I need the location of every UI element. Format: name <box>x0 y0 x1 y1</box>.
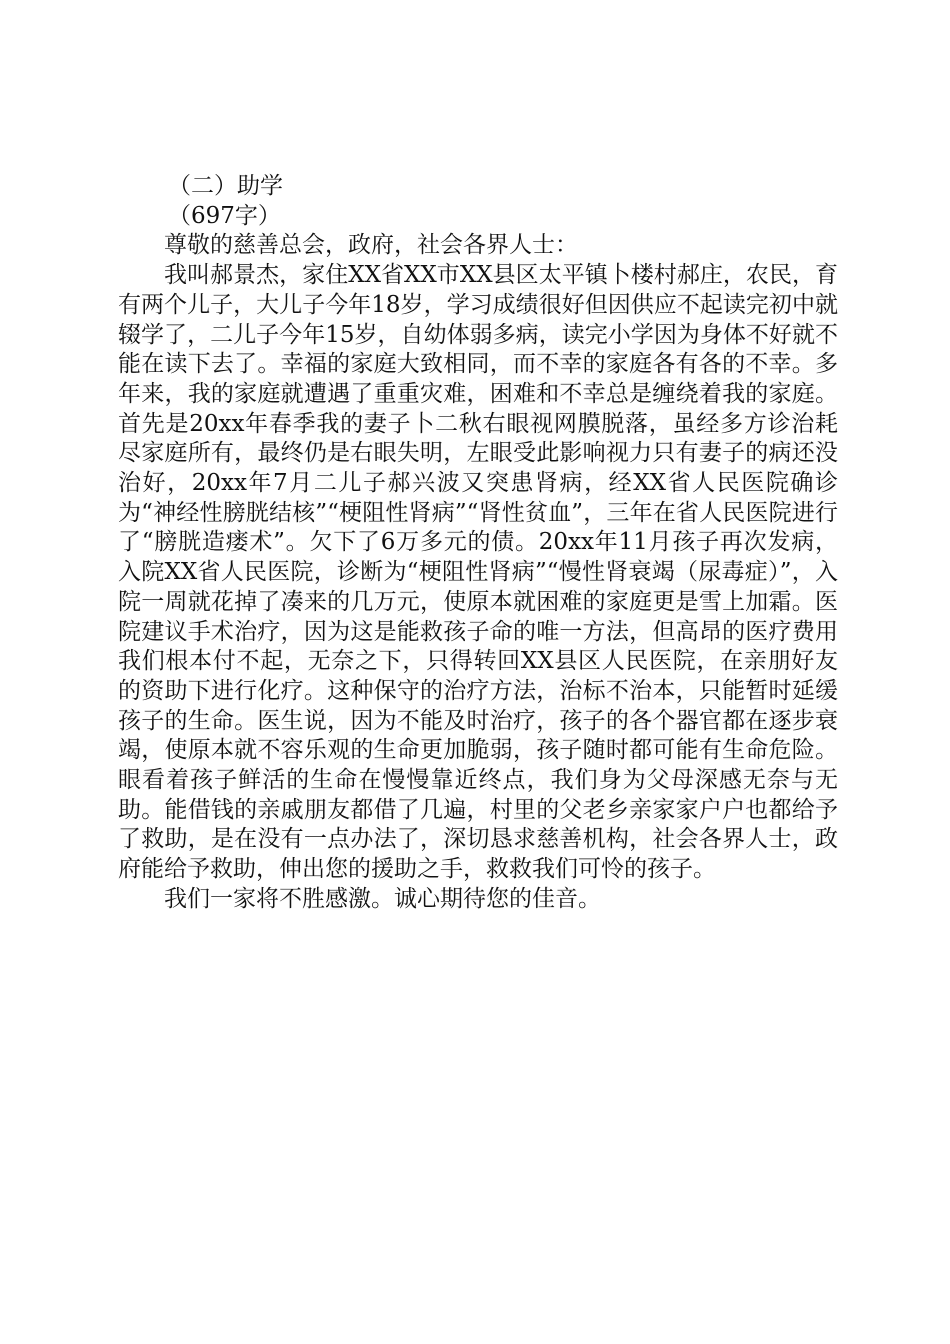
word-count: （697字） <box>168 202 281 229</box>
section-heading: （二）助学 <box>168 173 283 199</box>
closing-paragraph: 我们一家将不胜感激。诚心期待您的佳音。 <box>164 885 601 912</box>
body-paragraph: 我叫郝景杰，家住XX省XX市XX县区太平镇卜楼村郝庄，农民，育有两个儿子，大儿子今年18岁，学习成绩很好但因供应不起读完初中就辍学了，二儿子今年15岁，自幼体弱多病，读完小学因为身体不好就不能在读下去了。幸福的家庭大致相同，而不幸的家庭各有各的不幸。多年来，我的家庭就遭遇了重重灾难，困难和不幸总是缠绕着我的家庭。首先是20xx年春季我的妻子卜二秋右眼视网膜脱落，虽经多方诊治耗尽家庭所有，最终仍是右眼失明，左眼受此影响视力只有妻子的病还没治好，20xx年7月二儿子郝兴波又突患肾病，经XX省人民医院确诊为“神经性膀胱结核”“梗阻性肾病”“肾性贫血”，三年在省人民医院进行了“膀胱造瘘术”。欠下了6万多元的债。20xx年11月孩子再次发病，入院XX省人民医院，诊断为“梗阻性肾病”“慢性肾衰竭（尿毒症）”，入院一周就花掉了凑来的几万元，使原本就困难的家庭更是雪上加霜。医院建议手术治疗，因为这是能救孩子命的唯一方法，但高昂的医疗费用我们根本付不起，无奈之下，只得转回XX县区人民医院，在亲朋好友的资助下进行化疗。这种保守的治疗方法，治标不治本，只能暂时延缓孩子的生命。医生说，因为不能及时治疗，孩子的各个器官都在逐步衰竭，使原本就不容乐观的生命更加脆弱，孩子随时都可能有生命危险。眼看着孩子鲜活的生命在慢慢靠近终点，我们身为父母深感无奈与无助。能借钱的亲戚朋友都借了几遍，村里的父老乡亲家家户户也都给予了救助，是在没有一点办法了，深切恳求慈善机构，社会各界人士，政府能给予救助，伸出您的援助之手，救救我们可怜的孩子。 <box>118 262 838 883</box>
salutation: 尊敬的慈善总会，政府，社会各界人士： <box>164 232 578 259</box>
letter-body <box>118 172 838 915</box>
